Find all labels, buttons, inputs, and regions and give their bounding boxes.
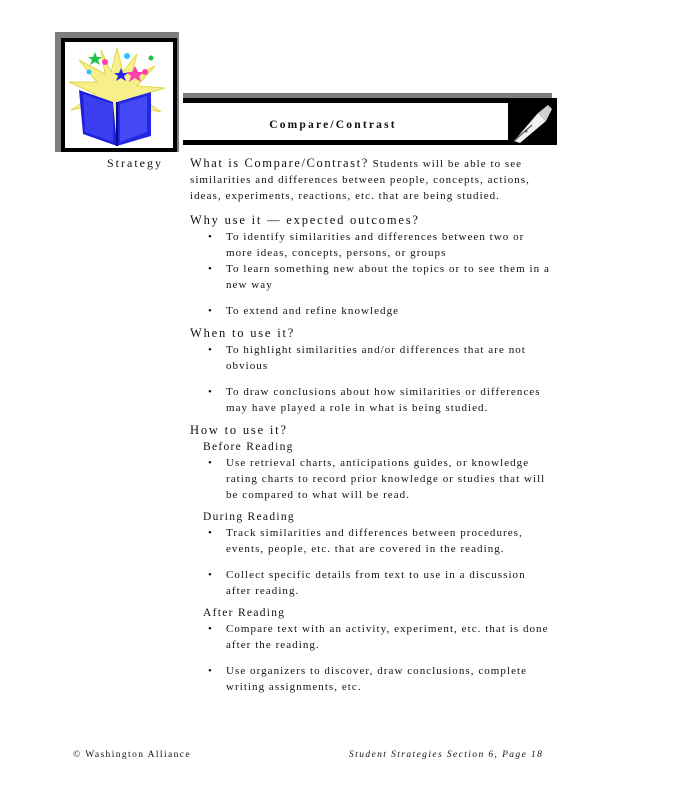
bullet: • xyxy=(208,263,213,275)
title-bar xyxy=(183,98,557,145)
strategy-label: Strategy xyxy=(107,156,163,170)
bullet: • xyxy=(208,569,213,581)
list-item: • To identify similarities and differences between two or more ideas, concepts, persons, or groups xyxy=(208,231,525,259)
logo-frame xyxy=(61,38,177,152)
during-reading-label: During Reading xyxy=(203,511,295,523)
after-reading-list xyxy=(190,621,550,695)
list-item: • To highlight similarities and/or differences that are not obvious xyxy=(208,344,526,372)
bullet: • xyxy=(208,386,213,398)
why-list xyxy=(190,229,550,319)
list-item: • Collect specific details from text to use in a discussion after reading. xyxy=(208,569,526,597)
list-item: • To extend and refine knowledge xyxy=(208,305,400,317)
how-heading: How to use it? xyxy=(190,423,288,437)
bullet: • xyxy=(208,457,213,469)
before-reading-list xyxy=(190,455,550,503)
intro-question: What is Compare/Contrast? xyxy=(190,156,369,170)
list-item: • Compare text with an activity, experiment, etc. that is done after the reading. xyxy=(208,623,549,651)
when-list xyxy=(190,342,550,416)
bullet: • xyxy=(208,231,213,243)
footer-copyright: © Washington Alliance xyxy=(73,750,191,760)
bullet: • xyxy=(208,665,213,677)
bullet: • xyxy=(208,305,213,317)
bullet: • xyxy=(208,344,213,356)
footer-page-info: Student Strategies Section 6, Page 18 xyxy=(349,750,544,760)
list-item: • To learn something new about the topics or to see them in a new way xyxy=(208,263,550,291)
list-item: • Track similarities and differences between procedures, events, people, etc. that are covered in the reading. xyxy=(208,527,523,555)
open-book-icon xyxy=(65,42,173,148)
list-item: • Use retrieval charts, anticipations guides, or knowledge rating charts to record prior knowledge or studies that will be compared to what will be read. xyxy=(208,457,546,501)
pen-box xyxy=(508,103,552,145)
during-reading-list xyxy=(190,525,550,599)
before-reading-label: Before Reading xyxy=(203,441,294,453)
list-item: • Use organizers to discover, draw conclusions, complete writing assignments, etc. xyxy=(208,665,528,693)
bullet: • xyxy=(208,623,213,635)
fountain-pen-icon xyxy=(508,103,552,145)
list-item: • To draw conclusions about how similarities or differences may have played a role in what is being studied. xyxy=(208,386,541,414)
page-title: Compare/Contrast xyxy=(269,119,397,131)
bullet: • xyxy=(208,527,213,539)
when-heading: When to use it? xyxy=(190,326,296,340)
why-heading: Why use it — expected outcomes? xyxy=(190,213,420,227)
after-reading-label: After Reading xyxy=(203,607,286,619)
intro-text: Students will be able to see similarities and differences between people, concepts, actions, ideas, experiments, reactions, etc. that are being studied. xyxy=(190,158,530,202)
main-content xyxy=(190,155,550,699)
intro-paragraph xyxy=(190,155,550,204)
